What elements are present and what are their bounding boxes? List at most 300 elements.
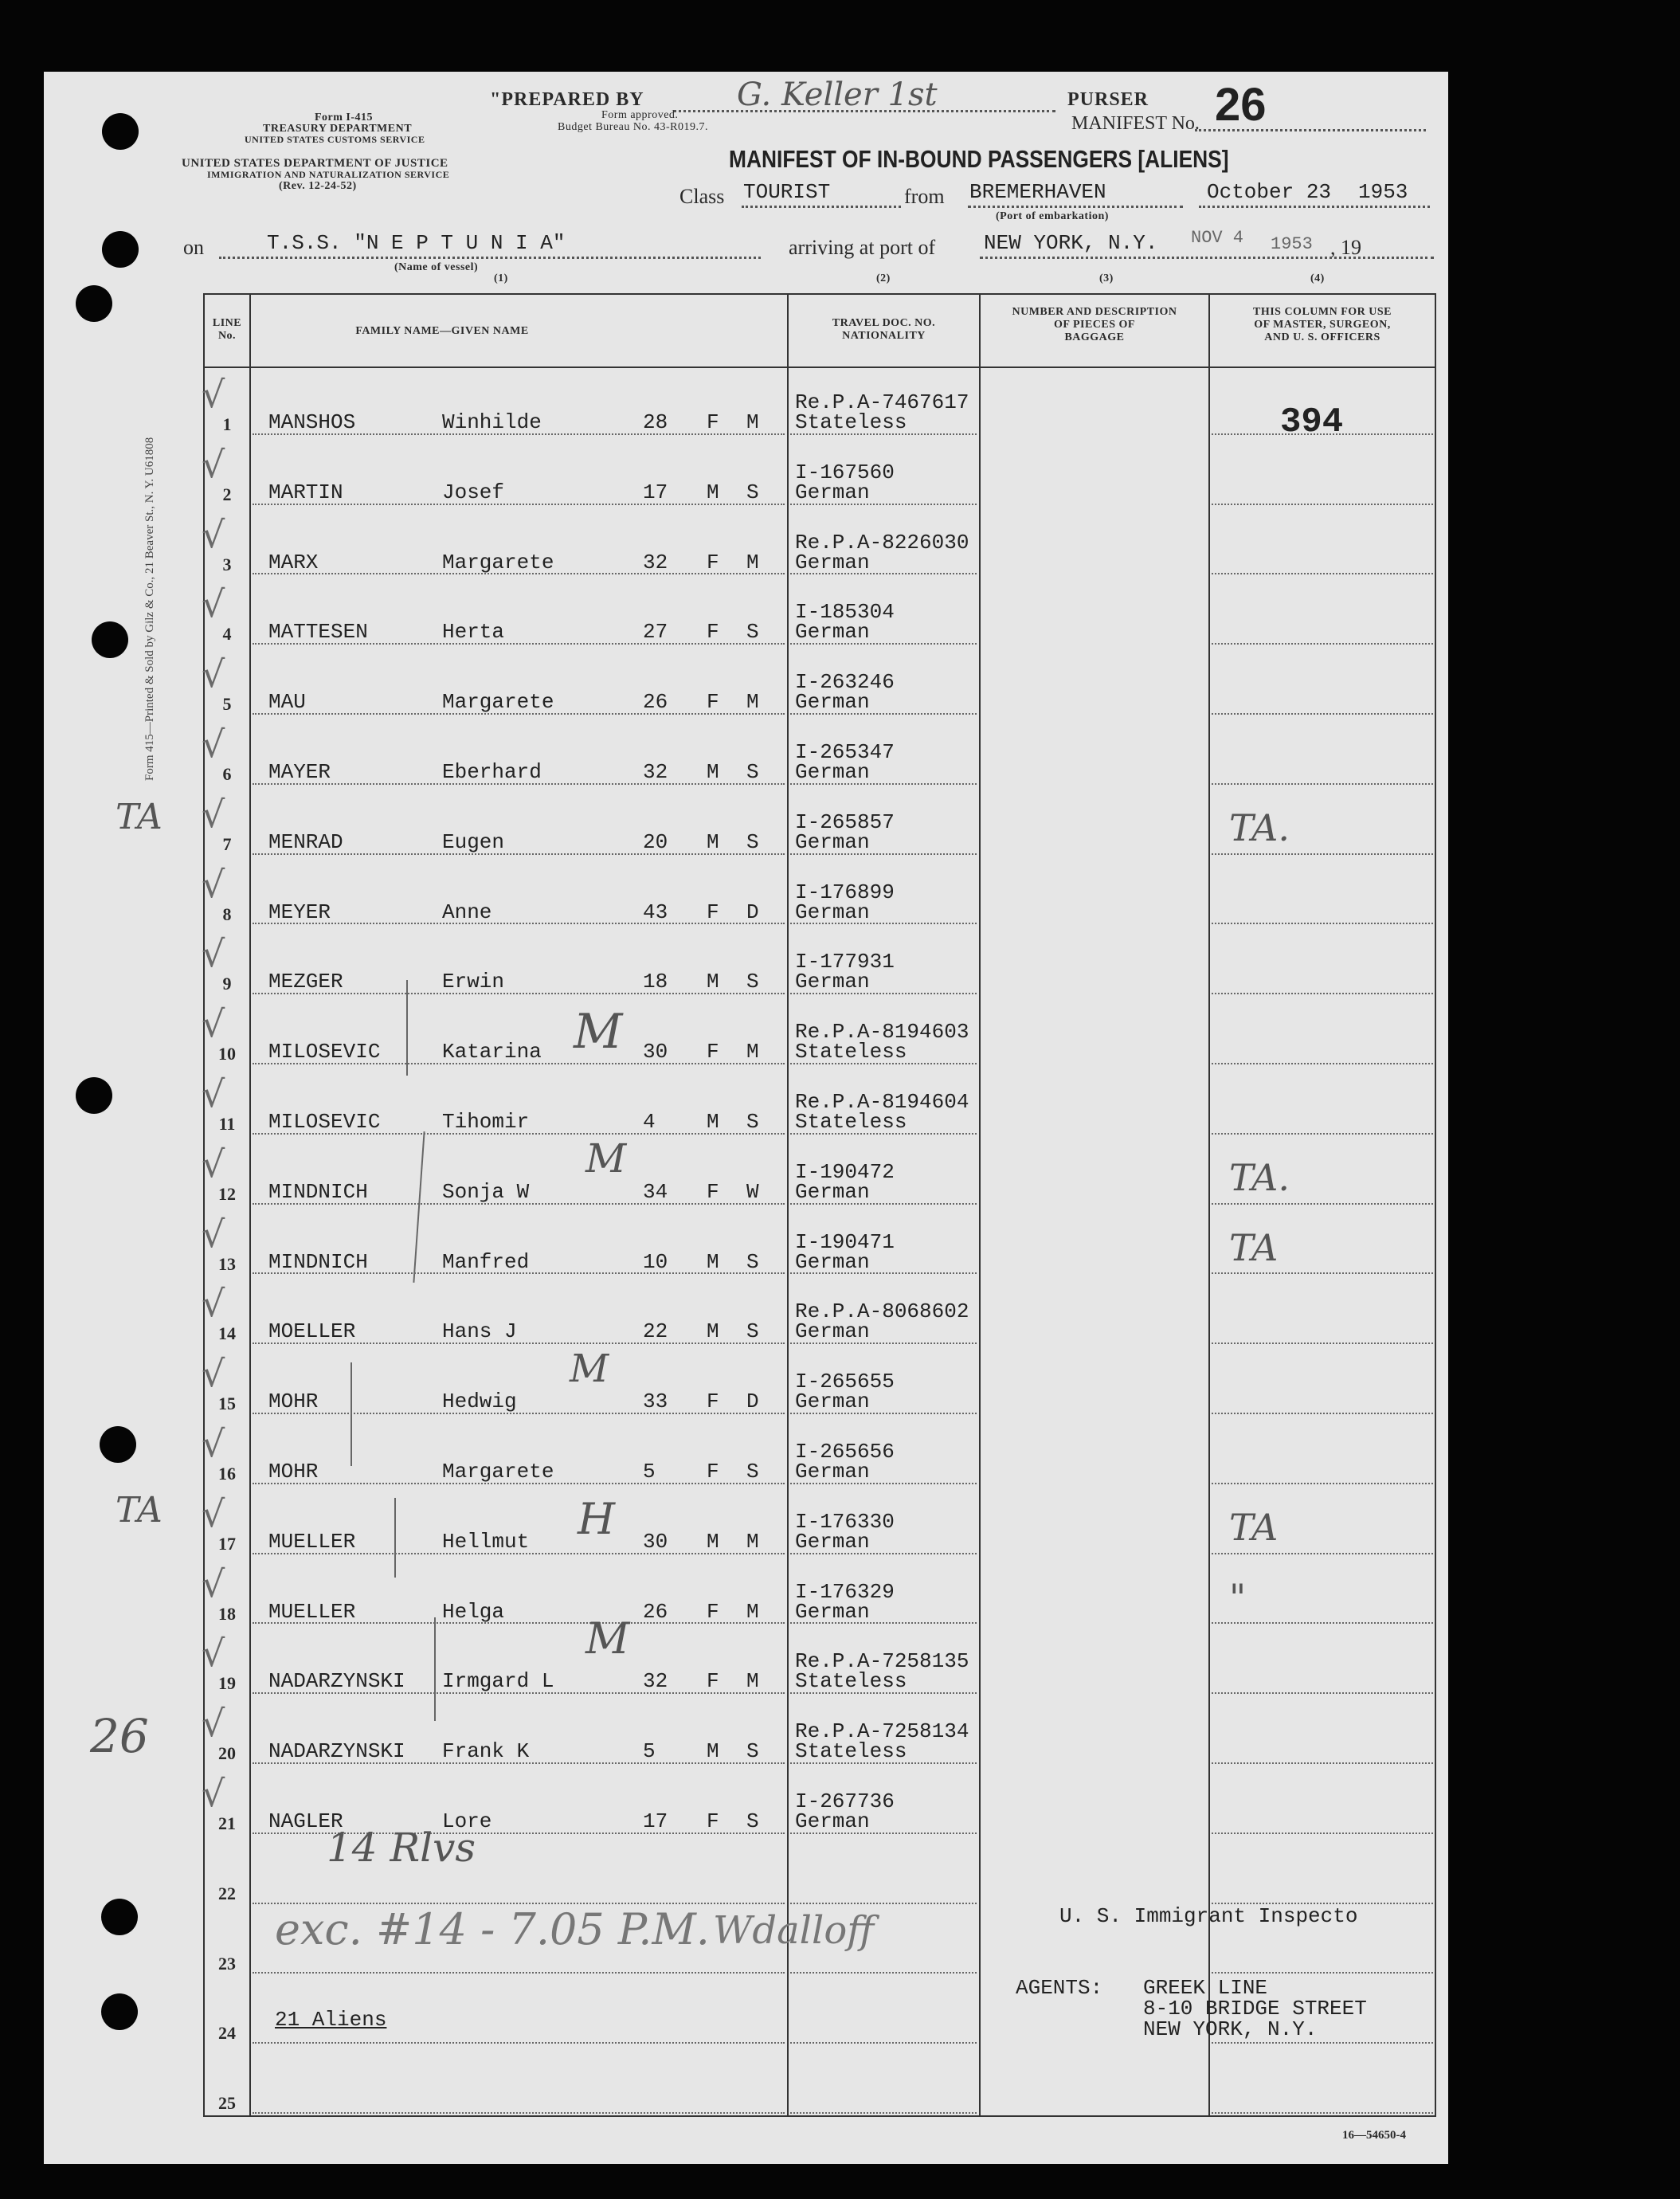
row-dotted-line [1212, 1133, 1433, 1135]
marital-status: S [746, 970, 759, 994]
line-number: 19 [218, 1673, 236, 1694]
marital-status: S [746, 1460, 759, 1484]
check-mark-icon: √ [202, 1142, 225, 1186]
sex: M [707, 970, 719, 994]
given-name: Lore [442, 1809, 492, 1833]
nationality: German [795, 690, 870, 715]
age: 43 [643, 900, 668, 924]
age: 4 [643, 1110, 656, 1134]
row-dotted-line [1212, 1972, 1433, 1974]
manifest-title: MANIFEST OF IN-BOUND PASSENGERS [ALIENS] [729, 145, 1229, 173]
arriving-label: arriving at port of [789, 236, 936, 259]
nationality: German [795, 1529, 870, 1554]
age: 32 [643, 550, 668, 574]
hand-m: M [574, 1004, 623, 1060]
row-dotted-line [253, 2042, 785, 2044]
travel-doc-number: I-167560 [795, 460, 895, 484]
check-mark-icon: √ [202, 1352, 225, 1396]
line-number: 1 [222, 414, 232, 434]
check-mark-icon: √ [202, 1632, 225, 1676]
age: 17 [643, 1809, 668, 1833]
line-number: 17 [218, 1533, 236, 1554]
given-name: Hedwig [442, 1390, 517, 1414]
age: 28 [643, 410, 668, 434]
row-dotted-line [1212, 783, 1433, 785]
check-mark-icon: √ [202, 1072, 225, 1115]
family-name: MOELLER [268, 1319, 356, 1344]
arrival-stamp-date: NOV 4 [1191, 228, 1244, 248]
age: 5 [643, 1739, 656, 1764]
family-name: MEYER [268, 900, 331, 924]
nationality: German [795, 1460, 870, 1484]
line-number: 5 [222, 694, 232, 715]
bracket-line [394, 1498, 396, 1578]
sex: M [707, 1319, 719, 1344]
travel-doc-number: I-190471 [795, 1229, 895, 1254]
family-name: MILOSEVIC [268, 1040, 381, 1064]
bracket-line [350, 1362, 352, 1466]
col-divider-doc [979, 293, 981, 2117]
sex: M [707, 1529, 719, 1554]
officer-number: 394 [1280, 402, 1344, 442]
sex: M [707, 1110, 719, 1134]
from-line [968, 206, 1183, 208]
line-number: 16 [218, 1464, 236, 1484]
nationality: German [795, 620, 870, 645]
date-value: October 23 [1207, 180, 1332, 204]
from-value: BREMERHAVEN [969, 180, 1106, 204]
margin-note-ta: TA [116, 797, 163, 837]
given-name: Margarete [442, 550, 554, 574]
marital-status: M [746, 550, 759, 574]
given-name: Sonja W [442, 1179, 530, 1204]
sex: F [707, 1390, 719, 1414]
given-name: Hellmut [442, 1529, 530, 1554]
nationality: German [795, 1319, 870, 1344]
check-mark-icon: √ [202, 862, 225, 906]
check-mark-icon: √ [202, 373, 225, 416]
officer-note: TA [1229, 1225, 1279, 1269]
margin-note-ta: TA [116, 1490, 163, 1531]
row-dotted-line [1212, 1762, 1433, 1764]
travel-doc-number: I-265857 [795, 809, 895, 834]
punch-hole [76, 285, 112, 322]
travel-doc-number: Re.P.A-8068602 [795, 1299, 969, 1324]
nationality: Stateless [795, 410, 907, 434]
travel-doc-number: I-265656 [795, 1440, 895, 1464]
family-name: MILOSEVIC [268, 1110, 381, 1134]
nationality: German [795, 1179, 870, 1204]
check-mark-icon: √ [202, 1562, 225, 1605]
family-name: NAGLER [268, 1809, 343, 1833]
travel-doc-number: Re.P.A-8194603 [795, 1020, 969, 1045]
nationality: German [795, 1390, 870, 1414]
form-number: Form I-415 [315, 112, 374, 123]
row-dotted-line [1212, 1063, 1433, 1064]
purser-signature: G. Keller 1st [737, 76, 938, 113]
travel-doc-number: I-267736 [795, 1789, 895, 1813]
given-name: Anne [442, 900, 492, 924]
age: 22 [643, 1319, 668, 1344]
check-mark-icon: √ [202, 1212, 225, 1256]
class-label: Class [679, 185, 725, 208]
bracket-line [434, 1617, 436, 1721]
nationality: German [795, 1599, 870, 1624]
justice-dept: UNITED STATES DEPARTMENT OF JUSTICE [182, 157, 448, 170]
sex: F [707, 550, 719, 574]
check-mark-icon: √ [202, 1772, 225, 1815]
sex: M [707, 1739, 719, 1764]
on-label: on [183, 236, 204, 259]
age: 27 [643, 620, 668, 645]
prepared-by-label: "PREPARED BY [490, 89, 644, 110]
punch-hole [92, 621, 128, 658]
officer-note: TA. [1229, 1155, 1290, 1199]
age: 18 [643, 970, 668, 994]
age: 32 [643, 760, 668, 784]
nationality: German [795, 1809, 870, 1833]
line-number: 11 [218, 1114, 236, 1134]
table-header-border [203, 366, 1436, 368]
marital-status: S [746, 1319, 759, 1344]
given-name: Katarina [442, 1040, 542, 1064]
family-name: MARX [268, 550, 319, 574]
given-name: Margarete [442, 690, 554, 715]
header-officers: THIS COLUMN FOR USE OF MASTER, SURGEON, AND U. S. OFFICERS [1252, 306, 1392, 343]
hand-h: H [578, 1494, 616, 1544]
family-name: MINDNICH [268, 1249, 368, 1274]
arrival-stamp-year: 1953 [1271, 234, 1313, 254]
travel-doc-number: I-265655 [795, 1370, 895, 1394]
table-top-border [203, 293, 1436, 295]
marital-status: D [746, 900, 759, 924]
port-embark-caption: (Port of embarkation) [996, 210, 1109, 222]
header-name: FAMILY NAME—GIVEN NAME [355, 325, 529, 337]
officer-note: " [1229, 1575, 1247, 1619]
sex: F [707, 1179, 719, 1204]
row-dotted-line [790, 2112, 977, 2114]
marital-status: D [746, 1390, 759, 1414]
inspector-signature: Wdalloff [713, 1908, 875, 1953]
line-number: 2 [222, 484, 232, 504]
from-label: from [904, 185, 945, 208]
date-year: 1953 [1358, 180, 1408, 204]
marital-status: S [746, 480, 759, 504]
row-dotted-line [1212, 1832, 1433, 1834]
marital-status: S [746, 1809, 759, 1833]
punch-hole [76, 1077, 112, 1114]
manifest-line [1195, 129, 1426, 131]
total-aliens: 21 Aliens [275, 2008, 387, 2032]
line-number: 12 [218, 1183, 236, 1204]
line-number: 3 [222, 554, 232, 574]
row-dotted-line [1212, 1343, 1433, 1344]
header-travel-doc: TRAVEL DOC. NO. NATIONALITY [832, 317, 936, 342]
check-mark-icon: √ [202, 1491, 225, 1535]
marital-status: S [746, 1249, 759, 1274]
marital-status: S [746, 620, 759, 645]
marital-status: S [746, 760, 759, 784]
side-print: Form 415—Printed & Sold by Gilz & Co., 21 Beaver St., N. Y. U61808 [143, 437, 156, 781]
purser-label: PURSER [1067, 89, 1149, 110]
age: 32 [643, 1669, 668, 1694]
row-dotted-line [1212, 504, 1433, 505]
family-name: MENRAD [268, 829, 343, 854]
manifest-no-label: MANIFEST No. [1071, 113, 1200, 134]
sex: F [707, 1040, 719, 1064]
age: 17 [643, 480, 668, 504]
check-mark-icon: √ [202, 1422, 225, 1465]
sex: F [707, 620, 719, 645]
row-dotted-line [790, 1903, 977, 1904]
given-name: Eberhard [442, 760, 542, 784]
form-approved: Form approved. [601, 109, 679, 121]
agents-line1: GREEK LINE [1143, 1976, 1268, 2000]
prepared-line [673, 110, 1055, 112]
travel-doc-number: Re.P.A-7467617 [795, 390, 969, 414]
row-dotted-line [790, 1972, 977, 1974]
customs-service: UNITED STATES CUSTOMS SERVICE [245, 134, 425, 145]
class-line [742, 206, 901, 208]
row-dotted-line [1212, 2042, 1433, 2044]
row-dotted-line [1212, 1553, 1433, 1554]
age: 5 [643, 1460, 656, 1484]
given-name: Hans J [442, 1319, 517, 1344]
row-dotted-line [1212, 1203, 1433, 1205]
agents-line3: NEW YORK, N.Y. [1143, 2017, 1318, 2041]
vessel-caption: (Name of vessel) [394, 261, 479, 273]
row-dotted-line [253, 2112, 785, 2114]
line-number: 24 [218, 2023, 236, 2044]
row-dotted-line [1212, 993, 1433, 994]
age: 26 [643, 1599, 668, 1624]
travel-doc-number: Re.P.A-8226030 [795, 530, 969, 555]
family-name: MARTIN [268, 480, 343, 504]
sex: F [707, 690, 719, 715]
arrival-line [980, 257, 1434, 259]
agents-line2: 8-10 BRIDGE STREET [1143, 1997, 1367, 2021]
vessel-line [219, 257, 761, 259]
line-number: 23 [218, 1953, 236, 1974]
row-dotted-line [1212, 1272, 1433, 1274]
check-mark-icon: √ [202, 512, 225, 556]
col4-number: (4) [1310, 272, 1325, 284]
bracket-line [413, 1131, 425, 1283]
family-name: MAU [268, 690, 306, 715]
col-divider-name [787, 293, 789, 2117]
sex: F [707, 1460, 719, 1484]
col-divider-line [249, 293, 251, 2117]
check-mark-icon: √ [202, 582, 225, 626]
header-baggage: NUMBER AND DESCRIPTION OF PIECES OF BAGGAGE [1012, 306, 1177, 343]
given-name: Frank K [442, 1739, 530, 1764]
hand-m: M [585, 1135, 627, 1182]
line-number: 10 [218, 1044, 236, 1064]
date-line [1199, 206, 1430, 208]
officer-note: TA. [1229, 806, 1290, 849]
given-name: Manfred [442, 1249, 530, 1274]
row-dotted-line [1212, 643, 1433, 645]
nationality: German [795, 970, 870, 994]
family-name: NADARZYNSKI [268, 1669, 405, 1694]
family-name: MOHR [268, 1460, 319, 1484]
sex: M [707, 829, 719, 854]
line-number: 20 [218, 1743, 236, 1764]
treasury-dept: TREASURY DEPARTMENT [263, 123, 413, 135]
age: 10 [643, 1249, 668, 1274]
marital-status: M [746, 1529, 759, 1554]
row-dotted-line [1212, 853, 1433, 855]
given-name: Helga [442, 1599, 505, 1624]
row-dotted-line [253, 1413, 785, 1414]
line-number: 8 [222, 904, 232, 924]
punch-hole [102, 113, 139, 150]
given-name: Josef [442, 480, 505, 504]
table-right-border [1435, 293, 1436, 2117]
travel-doc-number: Re.P.A-8194604 [795, 1090, 969, 1114]
row-dotted-line [1212, 713, 1433, 715]
col-divider-bag [1208, 293, 1210, 2117]
travel-doc-number: Re.P.A-7258135 [795, 1649, 969, 1674]
punch-hole [101, 1899, 138, 1935]
given-name: Herta [442, 620, 505, 645]
ins-label: IMMIGRATION AND NATURALIZATION SERVICE [207, 169, 450, 180]
check-mark-icon: √ [202, 442, 225, 486]
arrival-port: NEW YORK, N.Y. [984, 231, 1158, 255]
row-dotted-line [790, 2042, 977, 2044]
family-name: MEZGER [268, 970, 343, 994]
margin-note-26: 26 [90, 1709, 149, 1763]
sex: M [707, 760, 719, 784]
nationality: Stateless [795, 1040, 907, 1064]
travel-doc-number: Re.P.A-7258134 [795, 1719, 969, 1744]
manifest-number: 26 [1215, 79, 1267, 131]
sex: F [707, 1669, 719, 1694]
row-dotted-line [1212, 1692, 1433, 1694]
line-number: 7 [222, 833, 232, 854]
family-name: MUELLER [268, 1599, 356, 1624]
age: 20 [643, 829, 668, 854]
age: 30 [643, 1529, 668, 1554]
family-name: MINDNICH [268, 1179, 368, 1204]
age: 34 [643, 1179, 668, 1204]
check-mark-icon: √ [202, 1002, 225, 1046]
table-left-border [203, 293, 205, 2117]
officer-note: TA [1229, 1505, 1279, 1549]
hand-m: M [570, 1346, 609, 1391]
col1-number: (1) [494, 272, 508, 284]
row-dotted-line [1212, 2112, 1433, 2114]
marital-status: S [746, 1739, 759, 1764]
sex: M [707, 1249, 719, 1274]
given-name: Tihomir [442, 1110, 530, 1134]
marital-status: M [746, 1040, 759, 1064]
header-line-no: LINE No. [212, 317, 242, 342]
marital-status: M [746, 410, 759, 434]
row-dotted-line [253, 923, 785, 924]
travel-doc-number: I-265347 [795, 740, 895, 764]
nationality: Stateless [795, 1739, 907, 1764]
manifest-sheet [44, 72, 1448, 2164]
marital-status: S [746, 829, 759, 854]
given-name: Eugen [442, 829, 505, 854]
marital-status: S [746, 1110, 759, 1134]
line-number: 15 [218, 1393, 236, 1414]
nationality: German [795, 480, 870, 504]
given-name: Margarete [442, 1460, 554, 1484]
line-number: 21 [218, 1813, 236, 1833]
travel-doc-number: I-176330 [795, 1509, 895, 1534]
line-number: 18 [218, 1603, 236, 1624]
bracket-line [406, 980, 408, 1076]
row-dotted-line [1212, 1483, 1433, 1484]
nationality: German [795, 829, 870, 854]
line-number: 22 [218, 1883, 236, 1903]
hand-m: M [585, 1613, 630, 1664]
travel-doc-number: I-176329 [795, 1579, 895, 1604]
line-number: 14 [218, 1323, 236, 1344]
travel-doc-number: I-177931 [795, 950, 895, 974]
check-mark-icon: √ [202, 792, 225, 836]
travel-doc-number: I-263246 [795, 670, 895, 695]
row-dotted-line [1212, 573, 1433, 574]
nationality: Stateless [795, 1669, 907, 1694]
nationality: German [795, 900, 870, 924]
marital-status: M [746, 1669, 759, 1694]
family-name: MOHR [268, 1390, 319, 1414]
check-mark-icon: √ [202, 1282, 225, 1326]
vessel-name: T.S.S. "N E P T U N I A" [267, 231, 566, 255]
age: 30 [643, 1040, 668, 1064]
given-name: Irmgard L [442, 1669, 554, 1694]
given-name: Erwin [442, 970, 505, 994]
check-mark-icon: √ [202, 723, 225, 766]
check-mark-icon: √ [202, 653, 225, 696]
travel-doc-number: I-190472 [795, 1159, 895, 1184]
check-mark-icon: √ [202, 932, 225, 976]
punch-hole [101, 1993, 138, 2030]
col3-number: (3) [1099, 272, 1114, 284]
hand-exc-note: exc. #14 - 7.05 P.M. [275, 1904, 710, 1954]
marital-status: W [746, 1179, 759, 1204]
year-suffix: , 19 [1330, 236, 1361, 259]
family-name: MUELLER [268, 1529, 356, 1554]
punch-hole [100, 1426, 136, 1463]
travel-doc-number: I-185304 [795, 600, 895, 625]
given-name: Winhilde [442, 410, 542, 434]
hand-14-returns: 14 Rlvs [327, 1825, 476, 1871]
age: 26 [643, 690, 668, 715]
family-name: MANSHOS [268, 410, 356, 434]
form-code: 16—54650-4 [1342, 2129, 1406, 2142]
budget-bureau: Budget Bureau No. 43-R019.7. [558, 121, 708, 133]
marital-status: M [746, 690, 759, 715]
nationality: German [795, 760, 870, 784]
row-dotted-line [1212, 1413, 1433, 1414]
family-name: MATTESEN [268, 620, 368, 645]
sex: F [707, 1809, 719, 1833]
row-dotted-line [1212, 1622, 1433, 1624]
line-number: 13 [218, 1253, 236, 1274]
table-bottom-border [203, 2115, 1436, 2117]
col2-number: (2) [876, 272, 891, 284]
age: 33 [643, 1390, 668, 1414]
line-number: 9 [222, 974, 232, 994]
sex: F [707, 900, 719, 924]
line-number: 6 [222, 764, 232, 784]
family-name: MAYER [268, 760, 331, 784]
marital-status: M [746, 1599, 759, 1624]
